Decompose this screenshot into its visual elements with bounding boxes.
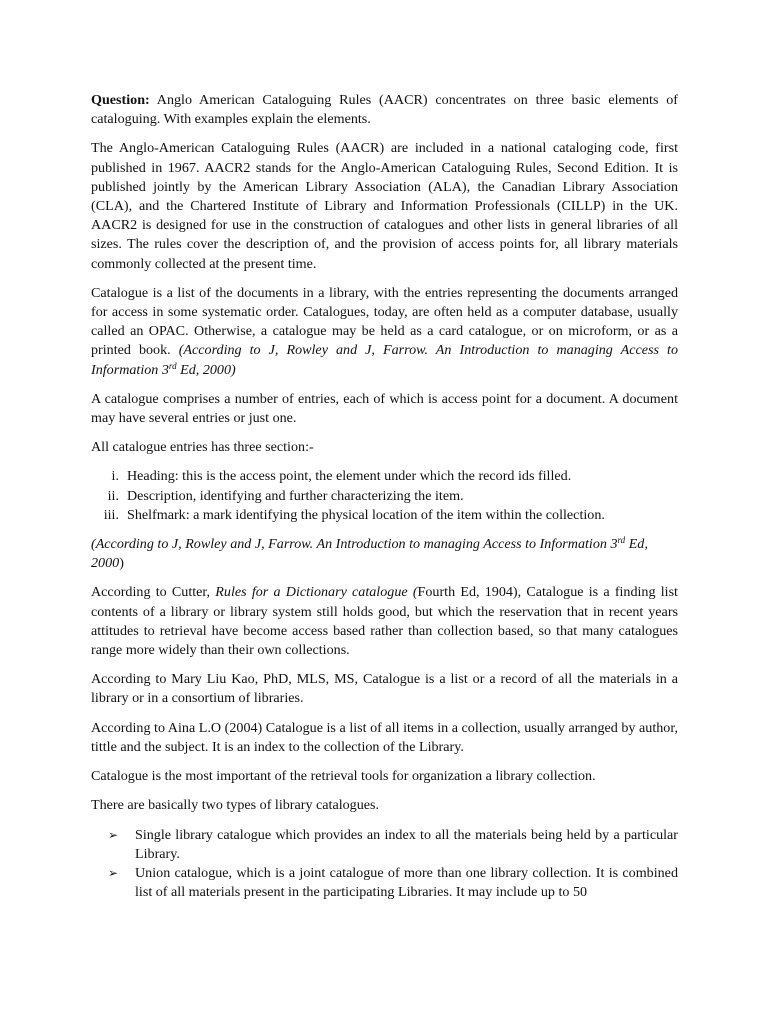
citation-part: (According to J, Rowley and J, Farrow. An Introduction to managing Access to Information 3 (91, 342, 678, 378)
list-text: Shelfmark: a mark identifying the physical location of the item within the collection. (127, 506, 605, 523)
aina-paragraph: According to Aina L.O (2004) Catalogue is a list of all items in a collection, usually arranged by author, tittle and the subject. It is an index to the collection of the Library. (91, 719, 678, 755)
citation-part: Ed, 2000) (176, 361, 236, 378)
catalogue-definition-text: Catalogue is a list of the documents in a library, with the entries representing the documents arranged for access in some systematic order. Catalogues, today, are often held as a computer database, usually called an OPAC. Otherwise, a catalogue may be held as a card catalogue, or on microform, or as a printed book. (91, 284, 678, 359)
list-item (91, 467, 678, 486)
list-text: Heading: this is the access point, the element under which the record ids filled. (127, 468, 572, 485)
cutter-paragraph (91, 583, 678, 660)
question-label: Question: (91, 92, 150, 108)
aacr-paragraph: The Anglo-American Cataloguing Rules (AACR) are included in a national cataloging code, first published in 1967. AACR2 stands for the Anglo-American Cataloguing Rules, Second Edition. It is published jointly by the American Library Association (ALA), the Canadian Library Association (CLA), and the Chartered Institute of Library and Information Professionals (CILLP) in the UK. AACR2 is designed for use in the construction of catalogues and other lists in general libraries of all sizes. The rules cover the description of, and the provision of access points for, all library materials commonly collected at the present time. (91, 140, 678, 272)
entries-paragraph: A catalogue comprises a number of entries, each of which is access point for a document. A document may have several entries or just one. (91, 390, 678, 427)
citation-paragraph (91, 535, 678, 573)
list-item (91, 864, 678, 902)
types-list (91, 826, 678, 903)
list-number: iii. (103, 506, 119, 523)
sections-intro: All catalogue entries has three section:- (91, 439, 314, 456)
list-number: i. (111, 468, 119, 485)
list-item (91, 487, 678, 506)
citation-close: ) (119, 555, 124, 572)
retrieval-paragraph: Catalogue is the most important of the retrieval tools for organization a library collection. (91, 768, 596, 785)
catalogue-definition-paragraph (91, 284, 678, 380)
kao-paragraph: According to Mary Liu Kao, PhD, MLS, MS, Catalogue is a list or a record of all the materials in a library or in a consortium of libraries. (91, 671, 678, 707)
list-number: ii. (107, 487, 119, 504)
citation-text (91, 342, 678, 377)
book-title: Rules for a Dictionary catalogue ( (215, 584, 418, 601)
cutter-text: According to Cutter, (91, 584, 216, 601)
list-text: Description, identifying and further characterizing the item. (127, 487, 464, 504)
citation-superscript: rd (617, 535, 626, 546)
citation-superscript: rd (168, 360, 177, 371)
question-paragraph (91, 91, 678, 129)
list-item (91, 506, 678, 525)
citation-part: Ed, 2000 (91, 536, 648, 572)
types-intro: There are basically two types of library catalogues. (91, 797, 380, 814)
list-text: Union catalogue, which is a joint catalogue of more than one library collection. It is combined list of all materials present in the participating Libraries. It may include up to 50 (135, 864, 678, 901)
citation-part: (According to J, Rowley and J, Farrow. An Introduction to managing Access to Information 3 (91, 536, 618, 553)
list-item (91, 826, 678, 864)
cutter-text: Fourth Ed, 1904), Catalogue is a finding list contents of a library or library system still holds good, but which the reservation that in recent years attitudes to retrieval have become access based rather than collection based, so that many catalogues range more widely than their own collections. (91, 584, 678, 659)
citation-text (91, 536, 648, 571)
question-text: Anglo American Cataloguing Rules (AACR) concentrates on three basic elements of cataloguing. With examples explain the elements. (91, 92, 678, 128)
document-page (91, 91, 678, 902)
list-text: Single library catalogue which provides an index to all the materials being held by a particular Library. (135, 826, 678, 862)
sections-list (91, 467, 678, 525)
arrow-bullet-icon: ➢ (107, 827, 119, 842)
arrow-bullet-icon: ➢ (107, 865, 119, 880)
